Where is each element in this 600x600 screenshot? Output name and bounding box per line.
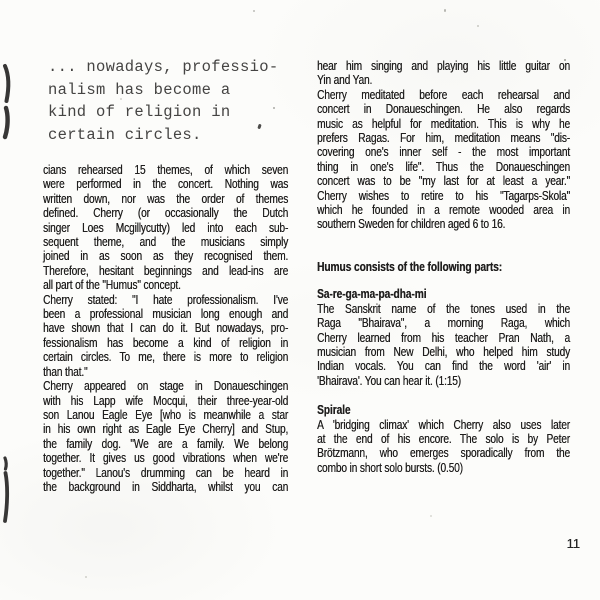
paragraph [317,418,570,476]
scan-speck [477,25,479,27]
text-line: prefers Ragas. For him, meditation means "dis- [317,131,570,146]
text-line: The Sanskrit name of the tones used in the [317,301,570,316]
text-line: with his Lapp wife Mocqui, their three-year-old [43,393,289,408]
text-line: than that." [43,364,88,379]
text-line: together." Lanou's drumming can be heard in [43,465,289,480]
right-text-column [317,59,570,475]
quote-line: nalism has become a [48,80,231,99]
left-text-column [43,163,288,494]
text-line: certain circles. To me, there is more to religion [43,350,289,365]
scan-speck [444,9,446,12]
text-line: musician from New Delhi, who helped him study [317,344,570,359]
text-line: the family dog. "We are a family. We belong [43,436,289,451]
paragraph [43,163,288,293]
paragraph [43,379,288,494]
text-line: sequent theme, and the musicians simply [43,235,289,250]
text-line: covering one's inner self - the most important [317,145,570,160]
text-line: Cherry meditated before each rehearsal and [317,87,570,102]
text-line: together. It gives us good vibrations when we're [43,451,289,466]
pull-quote [48,56,298,146]
text-line: singer Loes Mcgillycutty) led into each sub- [43,220,289,235]
quote-line: kind of religion in [48,103,231,122]
text-line: at the end of his encore. The solo is by Peter [317,431,570,446]
scan-speck [85,576,87,578]
text-line: fessionalism has become a kind of religion in [43,335,289,350]
text-line: concert in Donaueschingen. He also regards [317,102,570,117]
paragraph [317,88,570,232]
section-heading: Sa-re-ga-ma-pa-dha-mi [317,287,427,302]
section-heading: Spirale [317,403,351,418]
section-heading: Humus consists of the following parts: [317,259,503,274]
text-line: were performed in the concert. Nothing was [43,177,289,192]
text-line: the background in Siddharta, whilst you can [43,479,289,494]
text-line: written down, nor was the order of themes [43,191,289,206]
text-line: concert was to be "my last for at least a year." [317,174,570,189]
paragraph [317,59,570,88]
text-line: which he founded in a remote wooded area in [317,203,570,218]
text-line: Cherry appeared on stage in Donaueschingen [43,379,289,394]
text-line: cians rehearsed 15 themes, of which seven [43,163,289,177]
scan-speck [253,10,255,12]
text-line: Brötzmann, who emerges sporadically from the [317,446,570,461]
text-line: Cherry wishes to retire to his "Tagarps-Skola" [317,188,570,203]
text-line: 'Bhairava'. You can hear it. (1:15) [317,373,461,388]
paragraph [317,302,570,388]
text-line: in his own right as Eagle Eye Cherry] and Stup, [43,422,289,437]
paragraph [43,293,288,379]
text-line: hear him singing and playing his little guitar on [317,59,570,73]
page-number: 11 [566,536,580,551]
scan-speck [430,515,432,517]
text-line: son Lanou Eagle Eye [who is meanwhile a star [43,407,289,422]
text-line: Yin and Yan. [317,73,373,88]
text-line: joined in as soon as they recognised them. [43,249,289,264]
text-line: combo in short solo bursts. (0.50) [317,460,463,475]
quote-line: ... nowadays, professio- [48,58,279,76]
text-line: Cherry learned from his teacher Pran Nath, a [317,330,570,345]
quote-line: certain circles. [48,125,202,144]
text-line: Therefore, hesitant beginnings and lead-ins are [43,263,289,278]
text-line: all part of the "Humus" concept. [43,278,181,293]
text-line: Cherry stated: "I hate professionalism. I've [43,292,289,307]
text-line: been a professional musician long enough and [43,307,289,322]
scan-binding-marks [0,0,16,600]
text-line: thing in one's life". Thus the Donaueschingen [317,159,570,174]
text-line: Raga "Bhairava", a morning Raga, which [317,316,570,331]
text-line: Indian vocals. You can find the word 'air' in [317,359,570,374]
text-line: music as helpful for meditation. This is why he [317,116,570,131]
text-line: defined. Cherry (or occasionally the Dutch [43,206,289,221]
text-line: southern Sweden for children aged 6 to 16. [317,217,506,232]
text-line: have shown that I can do it. But nowadays, pro- [43,321,289,336]
text-line: A 'bridging climax' which Cherry also uses later [317,417,570,432]
